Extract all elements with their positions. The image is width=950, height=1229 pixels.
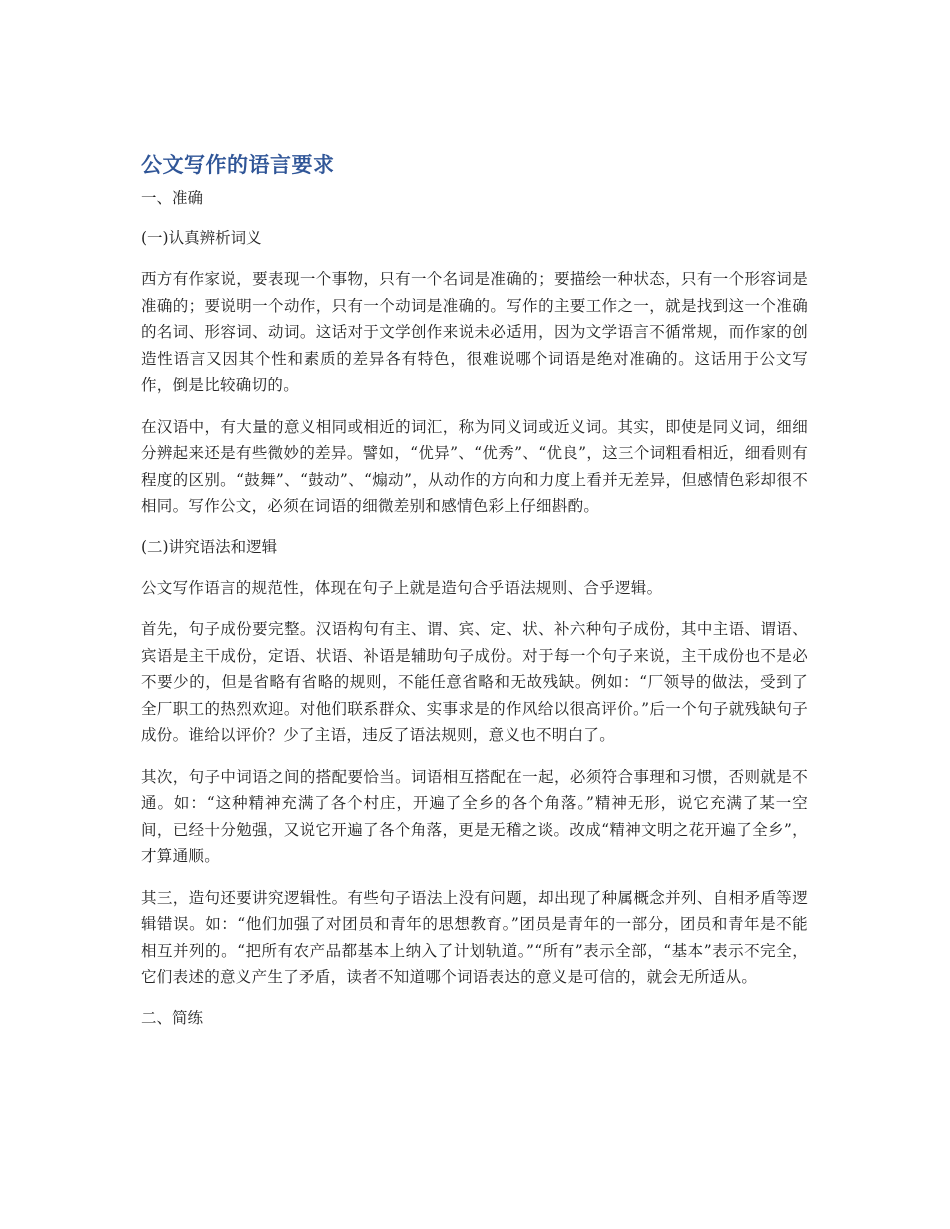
paragraph: 首先，句子成份要完整。汉语构句有主、谓、宾、定、状、补六种句子成份，其中主语、谓语、宾语是主干成份，定语、状语、补语是辅助句子成份。对于每一个句子来说，主干成份也不是必不要少的，但是省略有省略的规则，不能任意省略和无故残缺。例如：“厂领导的做法，受到了全厂职工的热烈欢迎。对他们联系群众、实事求是的作风给以很高评价。”后一个句子就残缺句子成份。谁给以评价？少了主语，违反了语法规则，意义也不明白了。 — [141, 620, 808, 744]
paragraph: 其三，造句还要讲究逻辑性。有些句子语法上没有问题，却出现了种属概念并列、自相矛盾等逻辑错误。如：“他们加强了对团员和青年的思想教育。”团员是青年的一部分，团员和青年是不能相互并列的。“把所有农产品都基本上纳入了计划轨道。”“所有”表示全部，“基本”表示不完全，它们表述的意义产生了矛盾，读者不知道哪个词语表达的意义是可信的，就会无所适从。 — [141, 888, 808, 986]
paragraph: 其次，句子中词语之间的搭配要恰当。词语相互搭配在一起，必须符合事理和习惯，否则就是不通。如：“这种精神充满了各个村庄，开遍了全乡的各个角落。”精神无形，说它充满了某一空间，已经十分勉强，又说它开遍了各个角落，更是无稽之谈。改成“精神文明之花开遍了全乡”，才算通顺。 — [141, 767, 808, 865]
subsection-heading-word-meaning: (一)认真辨析词义 — [141, 229, 262, 247]
paragraph: 西方有作家说，要表现一个事物，只有一个名词是准确的；要描绘一种状态，只有一个形容词是准确的；要说明一个动作，只有一个动词是准确的。写作的主要工作之一，就是找到这一个准确的名词、形容词、动词。这话对于文学创作来说未必适用，因为文学语言不循常规，而作家的创造性语言又因其个性和素质的差异各有特色，很难说哪个词语是绝对准确的。这话用于公文写作，倒是比较确切的。 — [141, 270, 808, 394]
document-title: 公文写作的语言要求 — [141, 153, 335, 177]
paragraph: 在汉语中，有大量的意义相同或相近的词汇，称为同义词或近义词。其实，即使是同义词，细细分辨起来还是有些微妙的差异。譬如，“优异”、“优秀”、“优良”，这三个词粗看相近，细看则有程度的区别。“鼓舞”、“鼓动”、“煽动”，从动作的方向和力度上看并无差异，但感情色彩却很不相同。写作公文，必须在词语的细微差别和感情色彩上仔细斟酌。 — [141, 417, 808, 515]
subsection-heading-grammar-logic: (二)讲究语法和逻辑 — [141, 537, 278, 556]
paragraph: 公文写作语言的规范性，体现在句子上就是造句合乎语法规则、合乎逻辑。 — [141, 578, 663, 597]
section-heading-accuracy: 一、准确 — [141, 189, 204, 207]
document-page — [141, 150, 808, 1046]
section-heading-concise: 二、简练 — [141, 1008, 204, 1027]
